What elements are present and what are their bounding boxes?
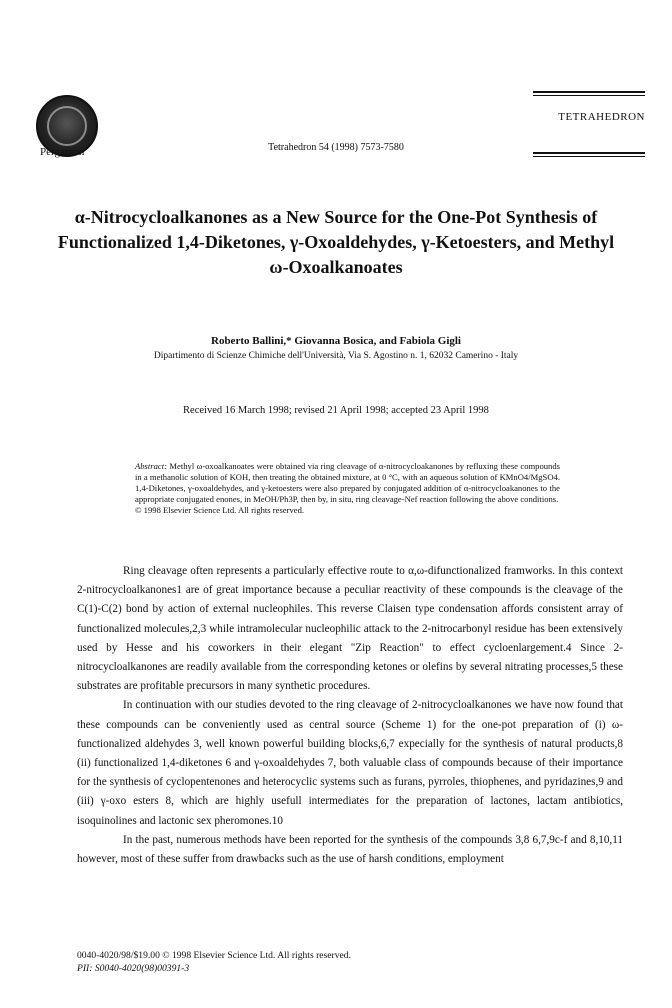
journal-citation: Tetrahedron 54 (1998) 7573-7580: [268, 142, 404, 153]
article-title: α-Nitrocycloalkanones as a New Source for the One-Pot Synthesis of Functionalized 1,4-Diketones, γ-Oxoaldehydes, γ-Ketoesters, and Methyl ω-Oxoalkanoates: [57, 207, 615, 277]
abstract-block: [135, 461, 560, 516]
body-paragraph: In continuation with our studies devoted to the ring cleavage of 2-nitrocycloalkanones we have now found that these compounds can be conveniently used as central source (Scheme 1) for the one-pot preparation of (i) ω-functionalized aldehydes 3, well known powerful building blocks,6,7 expecially for the synthesis of natural products,8 (ii) functionalized 1,4-diketones 6 and γ-oxoaldehydes 7, both valuable class of compounds because of their importance for the synthesis of cyclopentenones and heterocyclic systems such as furans, pyrroles, thiophenes, and pyridazines,9 and (iii) γ-oxo esters 8, which are highly usefull intermediates for the preparation of lactones, lactam antibiotics, isoquinolines and lactonic sex pheromones.10: [77, 699, 623, 827]
page-footer: [77, 949, 351, 975]
header-rule-bottom: [533, 152, 645, 154]
footer-issn-line: 0040-4020/98/$19.00 © 1998 Elsevier Science Ltd. All rights reserved.: [77, 950, 351, 961]
header-rule-top-thin: [533, 95, 645, 96]
abstract-text: Methyl ω-oxoalkanoates were obtained via ring cleavage of α-nitrocycloakanones by refluxing these compounds in a methanolic solution of KOH, then treating the obtained mixture, at 0 °C, with an aqueous solution of KMnO4/MgSO4. 1,4-Diketones, γ-oxoaldehydes, and γ-ketoesters were also prepared by conjugated addition of α-nitrocycloakanones to the appropriate conjugated enones, in MeOH/Ph3P, then by, in situ, ring cleavage-Nef reaction following the above conditions.: [135, 461, 560, 504]
abstract-copyright: © 1998 Elsevier Science Ltd. All rights reserved.: [135, 505, 305, 515]
abstract-label: Abstract:: [135, 461, 167, 471]
body-text: [77, 562, 623, 869]
body-paragraph: In the past, numerous methods have been reported for the synthesis of the compounds 3,8 6,7,9c-f and 8,10,11 however, most of these suffer from drawbacks such as the use of harsh conditions, employment: [77, 833, 623, 866]
journal-brand: TETRAHEDRON: [558, 111, 645, 123]
received-dates: Received 16 March 1998; revised 21 April 1998; accepted 23 April 1998: [183, 405, 489, 416]
publisher-name: Pergamon: [40, 146, 85, 158]
header-rule-bottom-thin: [533, 156, 645, 157]
author-affiliation: Dipartimento di Scienze Chimiche dell'Università, Via S. Agostino n. 1, 62032 Camerino - Italy: [153, 351, 519, 361]
author-list: Roberto Ballini,* Giovanna Bosica, and Fabiola Gigli: [211, 335, 461, 347]
header-rule-top: [533, 91, 645, 93]
footer-pii-line: PII: S0040-4020(98)00391-3: [77, 963, 190, 974]
body-paragraph: Ring cleavage often represents a particularly effective route to α,ω-difunctionalized framworks. In this context 2-nitrocycloalkanones1 are of great importance because a peculiar reactivity of these compounds is the cleavage of the C(1)-C(2) bond by action of external nucleophiles. This reverse Claisen type condensation affords consistent array of functionalized molecules,2,3 while intramolecular nucleophilic attack to the 2-nitrocarbonyl residue has been extensively used by Hesse and his coworkers in their elegant "Zip Reaction" to effect cycloenlargement.4 Since 2-nitrocycloalkanones are readily available from the corresponding ketones or olefins by several nitrating processes,5 these substrates are profitable precursors in many synthetic procedures.: [77, 565, 623, 693]
